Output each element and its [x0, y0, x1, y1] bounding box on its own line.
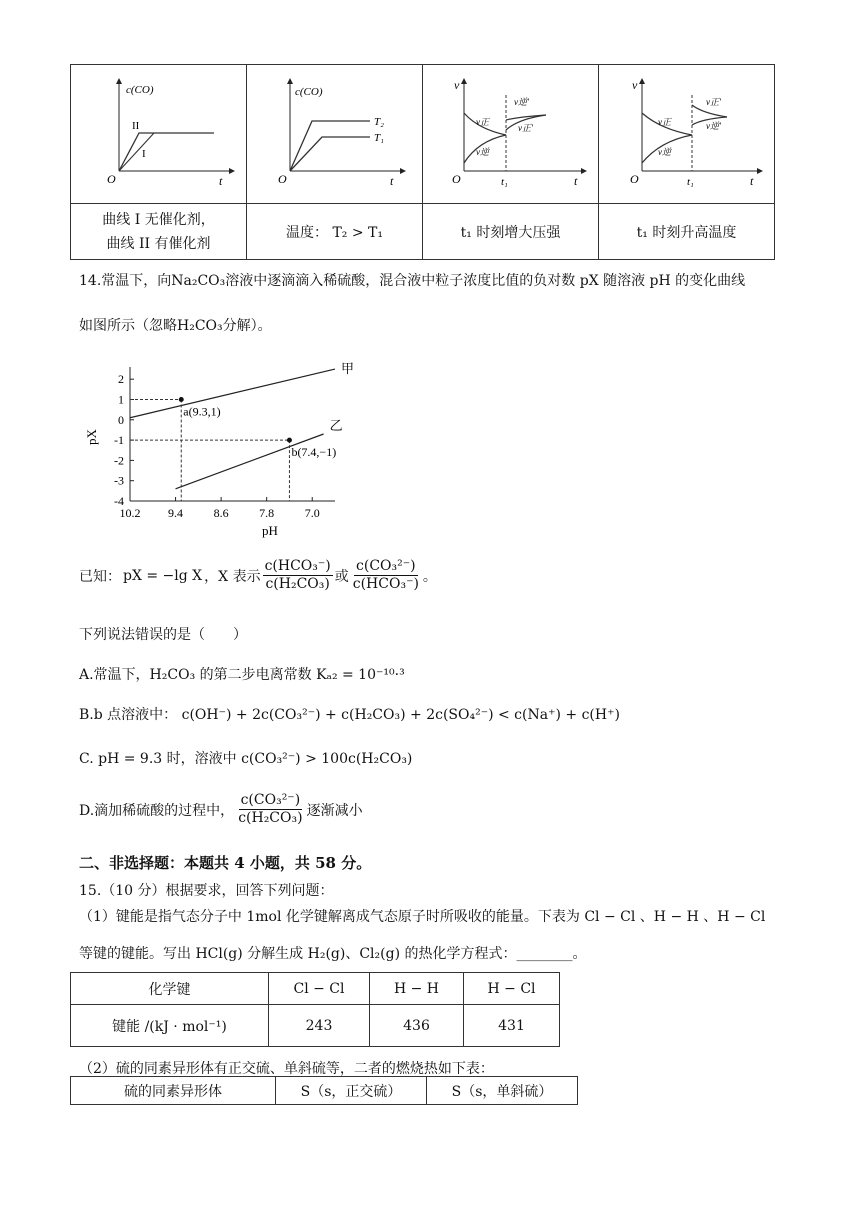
q14-stem: 下列说法错误的是（ ）	[79, 627, 247, 643]
graph2-curve-T1: T₁	[373, 132, 384, 144]
q15-head: 15.（10 分）根据要求，回答下列问题：	[79, 883, 334, 899]
x-tick-label-3: 7.8	[259, 506, 275, 520]
graph3-xlabel: t	[573, 174, 577, 188]
graph-cell-1	[71, 65, 247, 204]
section-2-title: 二、非选择题：本题共 4 小题，共 58 分。	[79, 854, 372, 872]
graph4-ylabel: v	[631, 78, 637, 92]
chart-ylabel: pX	[84, 429, 99, 445]
frac-co3-hco3: c(CO₃²⁻) c(HCO₃⁻)	[352, 558, 419, 592]
graph3-ylabel: v	[453, 78, 459, 92]
y-tick-label-2: 0	[118, 412, 124, 427]
graph1-curve-I: I	[141, 148, 146, 160]
q15-part1-line1: （1）键能是指气态分子中 1mol 化学键解离成气态原子时所吸收的能量。下表为 Cl − Cl 、H − H 、H − Cl	[79, 909, 766, 925]
graph4-t1: t₁	[686, 176, 694, 188]
q14-option-c: C. pH = 9.3 时，溶液中 c(CO₃²⁻) > 100c(H₂CO₃)	[79, 751, 413, 767]
bond-header-0: 化学键	[71, 973, 269, 1005]
series-label-1: 乙	[329, 418, 343, 433]
point-dot-0	[179, 397, 184, 402]
y-tick-label-3: -1	[114, 433, 124, 448]
graph1-curve-II: II	[131, 120, 139, 132]
bond-value-hh: 436	[370, 1005, 464, 1047]
graph4-label-vni-prime: v逆′	[705, 121, 721, 131]
bond-header-1: Cl − Cl	[269, 973, 370, 1005]
y-tick-label-1: 1	[118, 392, 124, 407]
graph-pressure	[426, 65, 596, 199]
caption-cell-1	[71, 204, 247, 260]
bond-header-2: H − H	[370, 973, 464, 1005]
graph-heating	[602, 65, 772, 199]
sulfur-header-1: S（s，正交硫）	[276, 1077, 427, 1105]
y-tick-label-4: -2	[114, 453, 124, 468]
chart-xlabel: pH	[262, 523, 278, 538]
px-ph-chart	[80, 355, 355, 540]
graph3-origin: O	[451, 172, 461, 186]
sulfur-table	[70, 1076, 578, 1105]
caption-1-line-1: 曲线 I 无催化剂，	[102, 211, 215, 228]
caption-3: t₁ 时刻增大压强	[460, 224, 561, 241]
caption-2: 温度： T₂ > T₁	[286, 224, 383, 241]
sulfur-header-2: S（s，单斜硫）	[427, 1077, 578, 1105]
q14-option-a: A.常温下，H₂CO₃ 的第二步电离常数 Kₐ₂ = 10⁻¹⁰·³	[79, 667, 405, 683]
caption-1-line-2: 曲线 II 有催化剂	[106, 235, 211, 252]
series-line-1	[176, 434, 324, 489]
x-tick-label-4: 7.0	[304, 506, 320, 520]
graph1-ylabel: c(CO)	[125, 84, 153, 96]
bond-energy-table	[70, 972, 560, 1047]
point-dot-1	[287, 438, 292, 443]
caption-cell-3	[423, 204, 599, 260]
frac-hco3-h2co3: c(HCO₃⁻) c(H₂CO₃)	[264, 558, 331, 592]
point-label-1: b(7.4,−1)	[291, 445, 337, 460]
graph3-t1: t₁	[500, 176, 508, 188]
graph3-label-vzheng-prime: v正′	[517, 123, 533, 133]
graph3-label-vzheng: v正	[475, 117, 489, 127]
graph2-origin: O	[277, 172, 287, 186]
x-tick-label-2: 8.6	[213, 506, 229, 520]
graph4-origin: O	[629, 172, 639, 186]
top-table	[70, 64, 775, 260]
graph-cell-2	[247, 65, 423, 204]
caption-cell-4	[599, 204, 775, 260]
graph-cell-3	[423, 65, 599, 204]
y-tick-label-0: 2	[118, 372, 124, 387]
bond-header-3: H − Cl	[464, 973, 560, 1005]
graph4-label-vzheng-prime: v正′	[705, 97, 721, 107]
series-line-0	[130, 369, 335, 418]
graph2-xlabel: t	[389, 174, 393, 188]
bond-row-label: 键能 /(kJ · mol⁻¹)	[71, 1005, 269, 1047]
bond-value-clcl: 243	[269, 1005, 370, 1047]
y-tick-label-5: -3	[114, 473, 124, 488]
graph1-xlabel: t	[218, 174, 222, 188]
q14-line-2: 如图所示（忽略H₂CO₃分解）。	[79, 318, 272, 334]
q15-part2: （2）硫的同素异形体有正交硫、单斜硫等，二者的燃烧热如下表：	[79, 1061, 494, 1077]
graph4-label-vni: v逆	[657, 147, 671, 157]
graph-cell-4	[599, 65, 775, 204]
q14-option-b: B.b 点溶液中： c(OH⁻) + 2c(CO₃²⁻) + c(H₂CO₃) + 2c(SO₄²⁻) < c(Na⁺) + c(H⁺)	[79, 707, 620, 723]
graph-temperature	[250, 65, 420, 199]
y-tick-label-6: -4	[114, 494, 124, 508]
q14-line-1: 14.常温下，向Na₂CO₃溶液中逐滴滴入稀硫酸，混合液中粒子浓度比值的负对数 pX 随溶液 pH 的变化曲线	[79, 273, 746, 289]
x-tick-label-0: 10.2	[119, 506, 141, 520]
graph4-label-vzheng: v正	[657, 117, 671, 127]
graph2-ylabel: c(CO)	[294, 86, 322, 98]
series-label-0: 甲	[341, 361, 355, 377]
caption-cell-2	[247, 204, 423, 260]
graph2-curve-T2: T₂	[373, 116, 384, 128]
sulfur-header-0: 硫的同素异形体	[71, 1077, 276, 1105]
point-label-0: a(9.3,1)	[183, 404, 221, 419]
graph1-origin: O	[106, 172, 116, 186]
graph3-label-vni: v逆	[475, 147, 489, 157]
frac-co3-h2co3: c(CO₃²⁻) c(H₂CO₃)	[238, 792, 303, 826]
bond-value-hcl: 431	[464, 1005, 560, 1047]
graph3-label-vni-prime: v逆′	[513, 97, 529, 107]
q14-option-d: D.滴加稀硫酸的过程中， c(CO₃²⁻) c(H₂CO₃) 逐渐减小	[79, 792, 363, 826]
graph4-xlabel: t	[749, 174, 753, 188]
q15-part1-line2: 等键的键能。写出 HCl(g) 分解生成 H₂(g)、Cl₂(g) 的热化学方程式：________。	[79, 946, 587, 962]
caption-4: t₁ 时刻升高温度	[636, 224, 737, 241]
q14-known: 已知： pX = −lg X ，X 表示 c(HCO₃⁻) c(H₂CO₃) 或 c(CO₃²⁻) c(HCO₃⁻) 。	[79, 558, 437, 592]
graph-catalyst	[74, 65, 244, 199]
x-tick-label-1: 9.4	[168, 506, 184, 520]
